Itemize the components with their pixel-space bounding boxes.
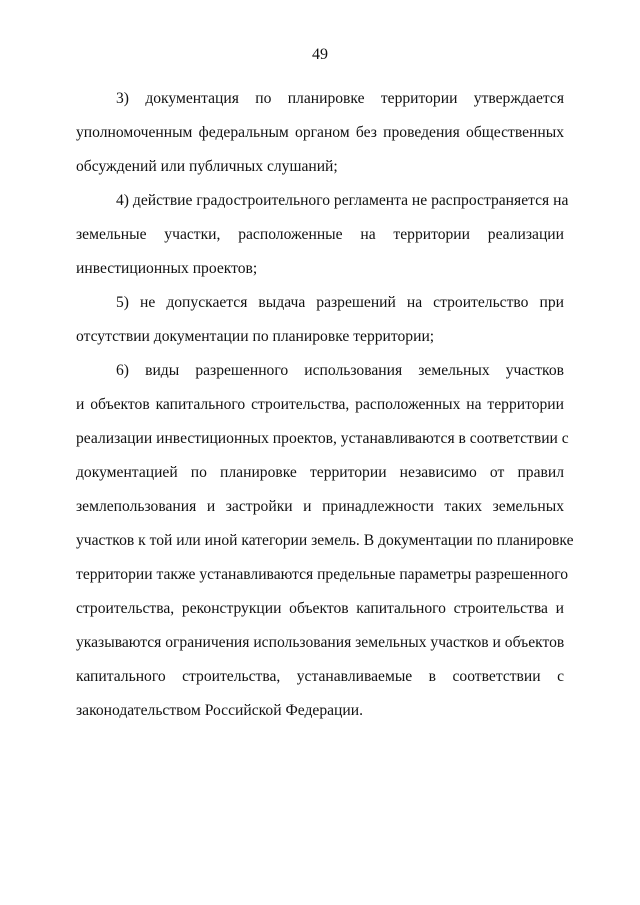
paragraph-item-4 [76, 184, 569, 286]
paragraph-item-6 [76, 354, 574, 728]
text-line: обсуждений или публичных слушаний; [76, 158, 338, 175]
text-line: и объектов капитального строительства, расположенных на территории [76, 396, 564, 413]
text-line: 3) документация по планировке территории утверждается [116, 90, 564, 107]
page-number: 49 [312, 46, 328, 63]
text-line: участков к той или иной категории земель. В документации по планировке [76, 532, 574, 549]
text-line: землепользования и застройки и принадлежности таких земельных [76, 498, 564, 515]
text-line: документацией по планировке территории независимо от правил [76, 464, 564, 481]
text-line: капитального строительства, устанавливаемые в соответствии с [76, 668, 564, 685]
paragraph-item-3 [76, 82, 564, 184]
text-line: уполномоченным федеральным органом без проведения общественных [76, 124, 564, 141]
text-line: 4) действие градостроительного регламента не распространяется на [116, 192, 569, 209]
text-line: строительства, реконструкции объектов капитального строительства и [76, 600, 564, 617]
text-line: отсутствии документации по планировке территории; [76, 328, 435, 345]
text-line: территории также устанавливаются предельные параметры разрешенного [76, 566, 569, 583]
text-line: 6) виды разрешенного использования земельных участков [116, 362, 564, 379]
text-line: законодательством Российской Федерации. [76, 702, 363, 719]
document-body [76, 82, 574, 728]
paragraph-item-5 [76, 286, 564, 354]
text-line: 5) не допускается выдача разрешений на строительство при [116, 294, 564, 311]
text-line: земельные участки, расположенные на территории реализации [76, 226, 564, 243]
text-line: реализации инвестиционных проектов, устанавливаются в соответствии с [76, 430, 569, 447]
text-line: указываются ограничения использования земельных участков и объектов [76, 634, 565, 651]
text-line: инвестиционных проектов; [76, 260, 258, 277]
